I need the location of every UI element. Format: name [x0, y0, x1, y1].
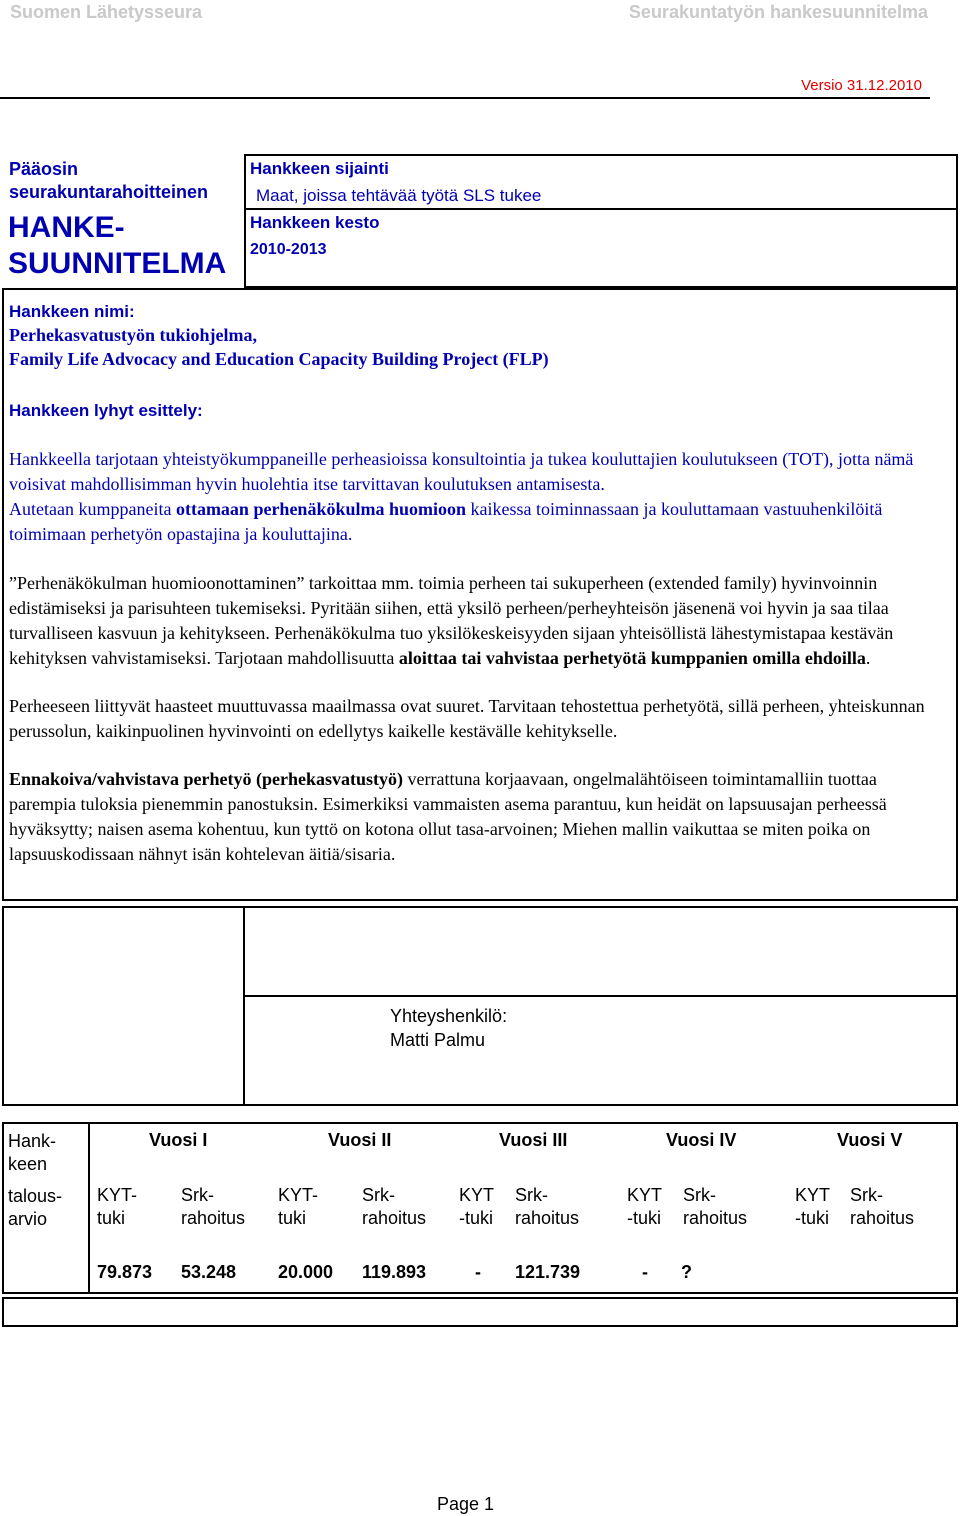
col-head-2: Srk- rahoitus	[181, 1185, 246, 1228]
org-name: Suomen Lähetysseura	[10, 2, 203, 22]
project-name-label: Hankkeen nimi:	[9, 302, 135, 321]
col-head-3: KYT- tuki	[278, 1185, 319, 1228]
contact-label: Yhteyshenkilö:	[390, 1006, 508, 1026]
duration-label: Hankkeen kesto	[250, 213, 380, 232]
intro-label: Hankkeen lyhyt esittely:	[9, 401, 203, 420]
contact-hline	[243, 995, 958, 997]
col-head-10: Srk- rahoitus	[850, 1185, 915, 1228]
paragraph-4: Perheeseen liittyvät haasteet muuttuvassa maailmassa ovat suuret. Tarvitaan tehostettua perhetyötä, sillä perheen, yhteiskunnan perussolun, kaikinpuolinen hyvinvointi on edellytys kaikelle kestävälle kehitykselle.	[9, 696, 925, 741]
paragraph-2: Autetaan kumppaneita ottamaan perhenäkökulma huomioon kaikessa toiminnassaan ja kouluttamaan vastuuhenkilöitä toimimaan perhetyön opastajina ja kouluttajina.	[9, 499, 883, 544]
year-5: Vuosi V	[837, 1130, 903, 1150]
funding-label-line1: Pääosin	[9, 159, 79, 179]
value-8: ?	[681, 1262, 692, 1282]
location-label: Hankkeen sijainti	[250, 159, 389, 178]
col-head-6: Srk- rahoitus	[515, 1185, 580, 1228]
paragraph-5: Ennakoiva/vahvistava perhetyö (perhekasvatustyö) verrattuna korjaavaan, ongelmalähtöiseen toimintamalliin tuottaa parempia tuloksia pienemmin panostuksin. Esimerkiksi vammaisten asema parantuu, kun heidät on lapsuusajan perheessä hyväksytty; naisen asema kohentuu, kun tyttö on kotona ollut tasa-arvoinen; Miehen mallin vaikuttaa se miten poika on lapsuuskodissaan nähnyt isän kohtelevan äitiä/sisaria.	[9, 769, 887, 864]
value-1: 79.873	[97, 1262, 153, 1282]
paragraph-3: ”Perhenäkökulman huomioonottaminen” tarkoittaa mm. toimia perheen tai sukuperheen (extended family) hyvinvoinnin edistämiseksi ja parisuhteen tukemiseksi. Pyritään siihen, että yksilö perheen/perheyhteisön jäsenenä voi hyvin ja saa tilaa turvalliseen kasvuun ja kehitykseen. Perhenäkökulma tuo yksilökeskeisyyden sijaan yhteisöllistä lähestymistapaa kestävän kehityksen vahvistamiseksi. Tarjotaan mahdollisuutta aloittaa tai vahvistaa perhetyötä kumppanien omilla ehdoilla.	[9, 573, 894, 668]
col-head-1: KYT- tuki	[97, 1185, 138, 1228]
year-3: Vuosi III	[499, 1130, 568, 1150]
header-rule	[0, 97, 930, 99]
paragraph-1: Hankkeella tarjotaan yhteistyökumppaneille perheasioissa konsultointia ja tukea kouluttajien koulutukseen (TOT), jotta nämä voisivat mahdollisimman hyvin huolehtia itse tarvittavan koulutuksen antamisesta.	[9, 449, 914, 494]
project-name-line2: Family Life Advocacy and Education Capacity Building Project (FLP)	[9, 349, 549, 369]
col-head-8: Srk- rahoitus	[683, 1185, 748, 1228]
funding-label-line2: seurakuntarahoitteinen	[9, 182, 209, 202]
page-number: Page 1	[437, 1494, 495, 1514]
year-2: Vuosi II	[328, 1130, 392, 1150]
value-4: 119.893	[362, 1262, 427, 1282]
duration-value: 2010-2013	[250, 241, 327, 258]
empty-row-box	[2, 1297, 958, 1327]
col-head-4: Srk- rahoitus	[362, 1185, 427, 1228]
plan-title-line1: HANKE-	[8, 211, 125, 244]
col-head-9: KYT -tuki	[795, 1185, 831, 1228]
version-label: Versio 31.12.2010	[801, 77, 922, 94]
year-4: Vuosi IV	[666, 1130, 737, 1150]
intro-text-black	[9, 571, 939, 867]
funding-label	[9, 158, 208, 204]
col-head-7: KYT -tuki	[627, 1185, 663, 1228]
location-value: Maat, joissa tehtävää työtä SLS tukee	[256, 186, 542, 205]
intro-text-blue	[9, 447, 939, 547]
value-6: 121.739	[515, 1262, 581, 1282]
info-divider	[244, 208, 958, 210]
plan-title	[8, 210, 226, 282]
value-7: -	[642, 1262, 648, 1282]
contact-info	[390, 1004, 507, 1052]
value-5: -	[475, 1262, 481, 1282]
budget-label: Hank- keen talous- arvio	[8, 1131, 63, 1229]
plan-title-line2: SUUNNITELMA	[8, 247, 227, 280]
contact-name: Matti Palmu	[390, 1030, 486, 1050]
project-name-line1: Perhekasvatustyön tukiohjelma,	[9, 325, 258, 345]
document-title: Seurakuntatyön hankesuunnitelma	[628, 2, 928, 22]
contact-vline	[243, 906, 245, 1106]
value-3: 20.000	[278, 1262, 334, 1282]
col-head-5: KYT -tuki	[459, 1185, 495, 1228]
year-1: Vuosi I	[149, 1130, 208, 1150]
value-2: 53.248	[181, 1262, 237, 1282]
budget-label-divider	[88, 1122, 90, 1294]
